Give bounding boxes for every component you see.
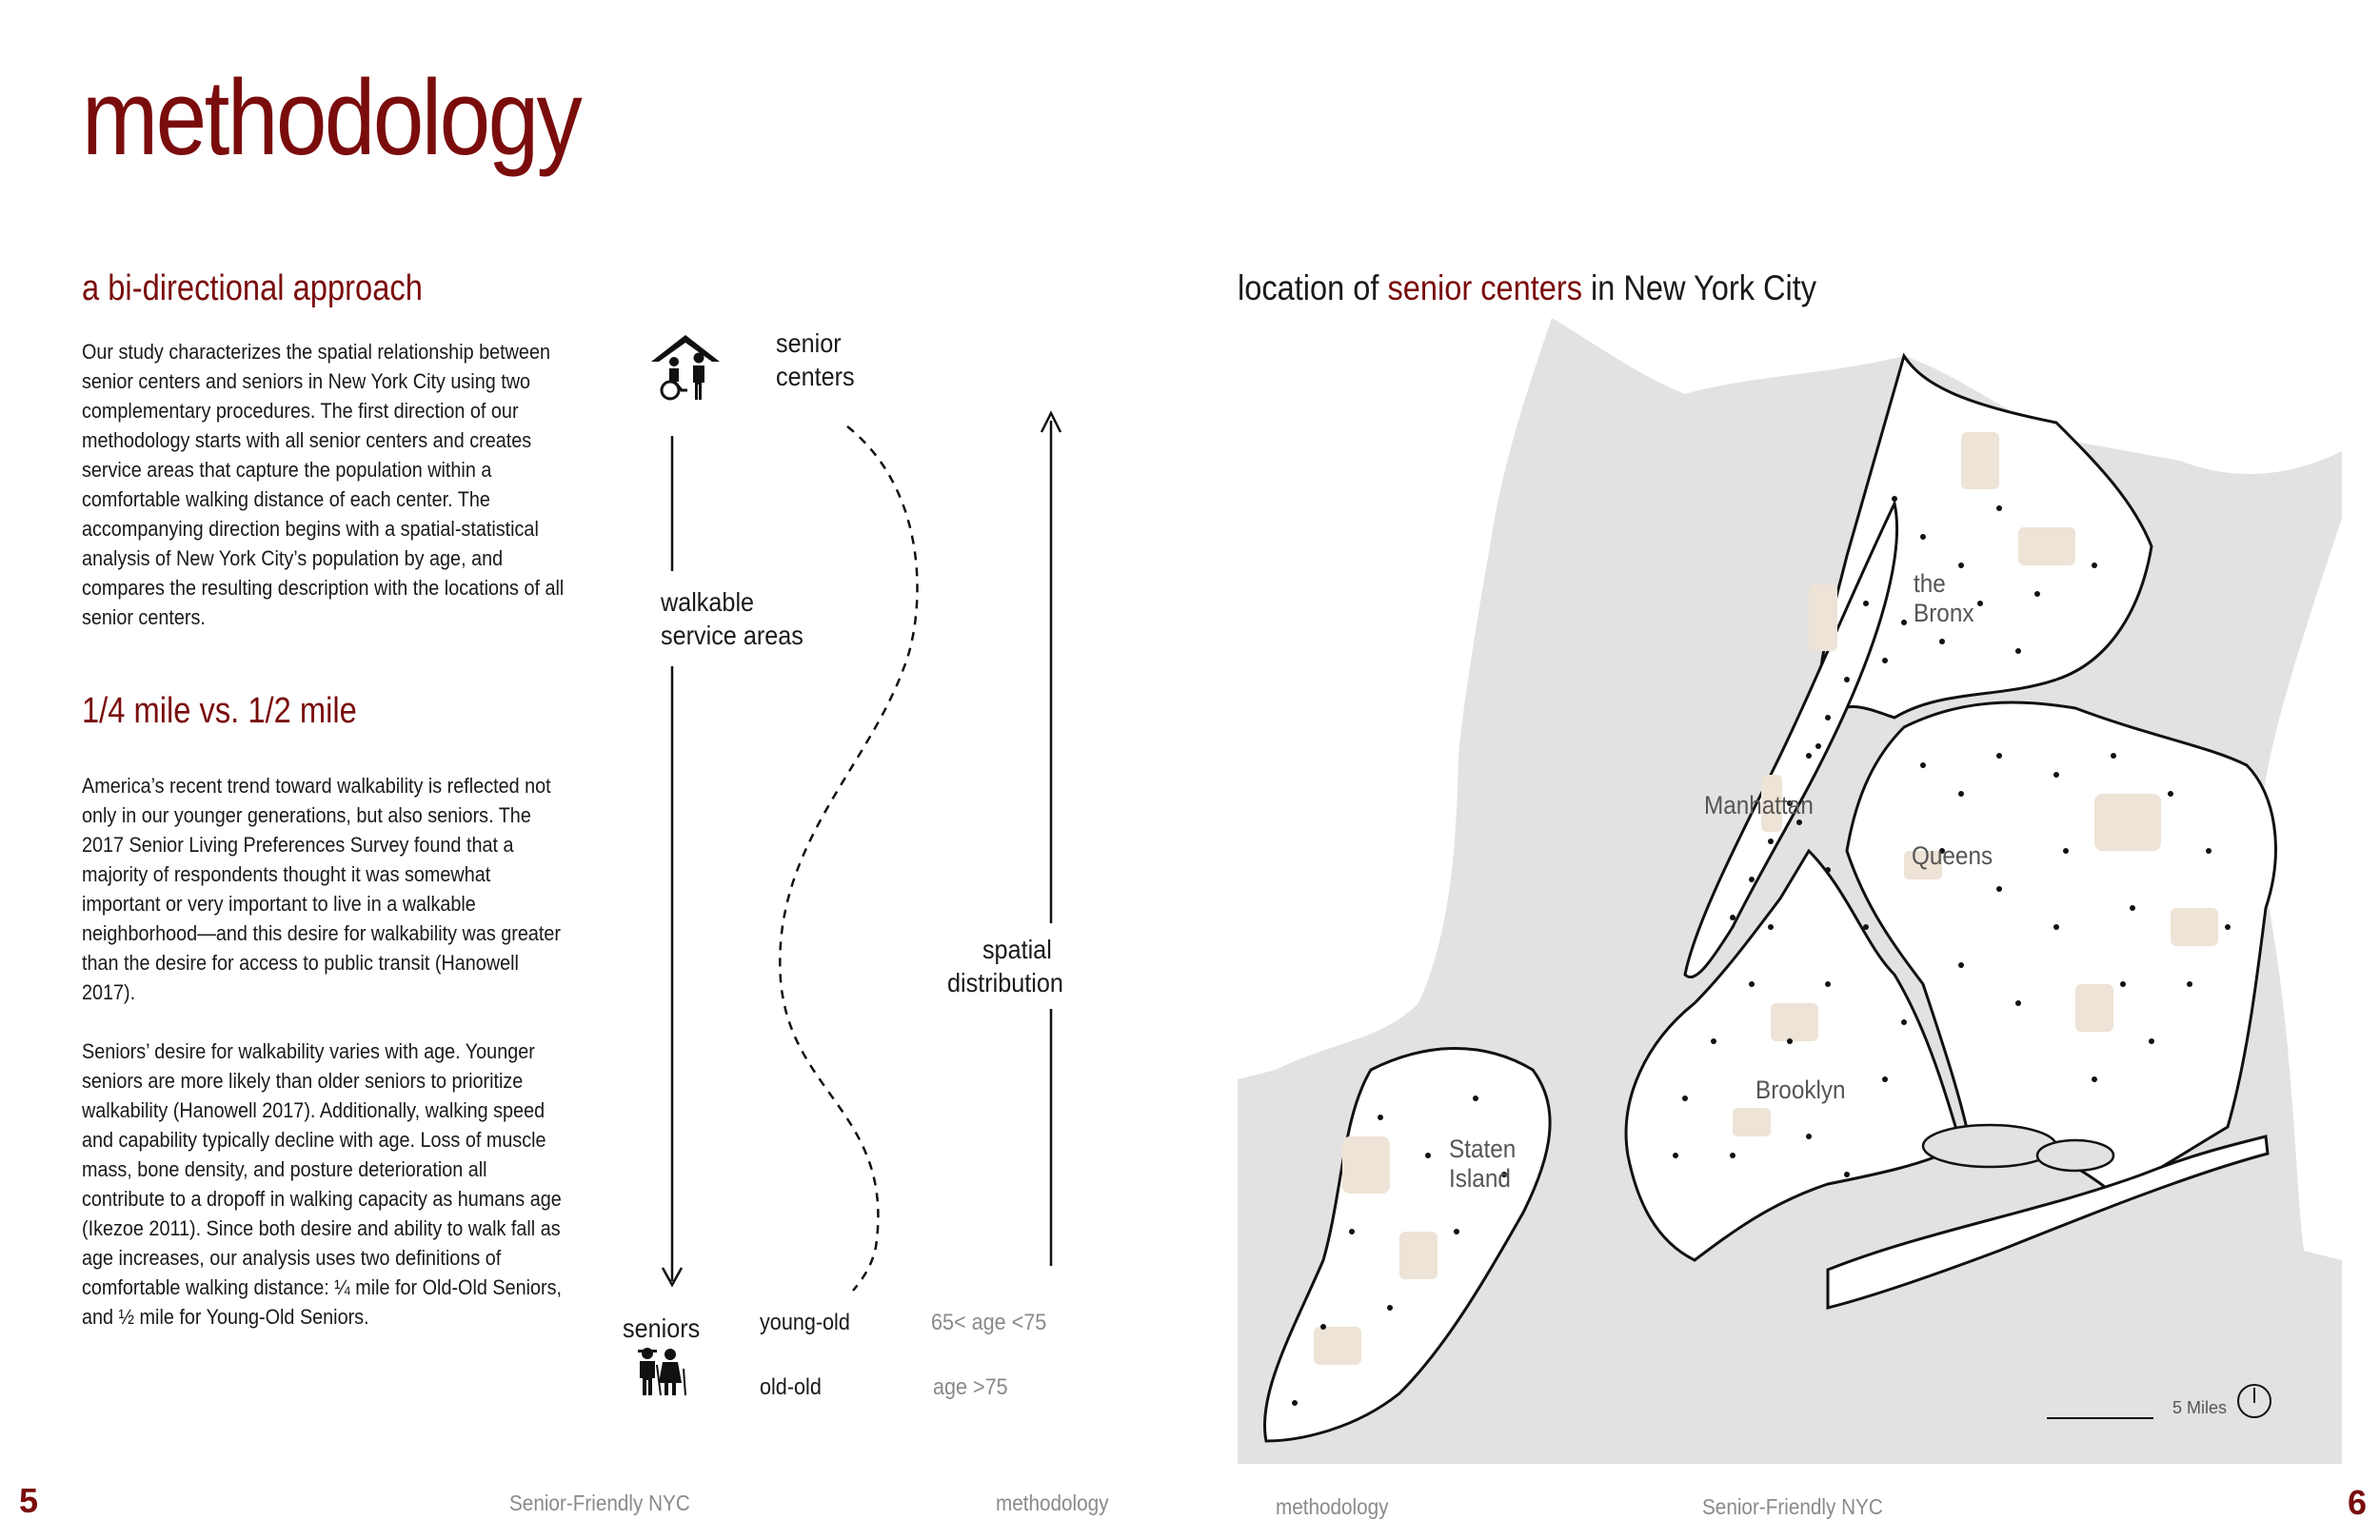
- scale-label: 5 Miles: [2172, 1398, 2228, 1417]
- left-footer-section: methodology: [996, 1491, 1109, 1515]
- label-staten-island: Staten Island: [1449, 1135, 1517, 1193]
- left-footer-publication: Senior-Friendly NYC: [509, 1491, 690, 1515]
- approach-paragraph: Our study characterizes the spatial relationship between senior centers and seniors in New York City using two complementary procedures. The first direction of our methodology starts with all senior centers and creates service areas that capture the population within a comfortable walking distance of each center. The accompanying direction begins with a spatial-statistical analysis of New York City’s population by age, and compares the resulting description with the locations of all senior centers.: [82, 340, 565, 629]
- label-senior-centers: senior centers: [776, 328, 855, 391]
- label-old-old-range: age >75: [933, 1374, 1008, 1400]
- bidirectional-diagram: [609, 314, 1104, 1437]
- label-bronx: the Bronx: [1914, 569, 1974, 627]
- label-old-old: old-old: [760, 1374, 822, 1400]
- distance-paragraph-1: America’s recent trend toward walkability is reflected not only in our younger generations, but also seniors. The 2017 Senior Living Preferences Survey found that a majority of respondents thought it was somewhat important or very important to live in a walkable neighborhood—and this desire for walkability was greater than the desire for access to public transit (Hanowell 2017).: [82, 774, 561, 1004]
- label-young-old: young-old: [760, 1310, 850, 1335]
- label-seniors: seniors: [623, 1313, 701, 1343]
- section-heading-distance: 1/4 mile vs. 1/2 mile: [82, 691, 357, 731]
- map-title: location of senior centers in New York City: [1238, 268, 1817, 307]
- page-title: methodology: [82, 58, 581, 177]
- label-queens: Queens: [1912, 841, 1993, 870]
- label-manhattan: Manhattan: [1704, 791, 1814, 819]
- approach-text: [82, 337, 565, 661]
- right-footer-section: methodology: [1276, 1494, 1389, 1519]
- section-heading-approach: a bi-directional approach: [82, 268, 423, 308]
- senior-center-house-icon: [651, 335, 720, 400]
- label-brooklyn: Brooklyn: [1755, 1076, 1846, 1104]
- elderly-couple-icon: [638, 1348, 685, 1395]
- left-page-number: 5: [19, 1481, 39, 1520]
- dashed-relationship-curve: [780, 426, 917, 1291]
- right-page-number: 6: [2348, 1483, 2368, 1522]
- label-young-old-range: 65< age <75: [931, 1310, 1047, 1335]
- distance-text: [82, 771, 565, 1361]
- label-walkable-service-areas: walkable service areas: [661, 587, 803, 650]
- nyc-map: [1238, 318, 2342, 1464]
- distance-paragraph-2: Seniors’ desire for walkability varies with age. Younger seniors are more likely than older seniors to prioritize walkability (Hanowell 2017). Additionally, walking speed and capability typically decline with age. Loss of muscle mass, bone density, and posture deterioration all contribute to a dropoff in walking capacity as humans age (Ikezoe 2011). Since both desire and ability to walk fall as age increases, our analysis uses two definitions of comfortable walking distance: ¼ mile for Old-Old Seniors, and ½ mile for Young-Old Seniors.: [82, 1039, 563, 1329]
- right-footer-publication: Senior-Friendly NYC: [1702, 1494, 1883, 1519]
- label-spatial-distribution: spatial distribution: [947, 935, 1063, 997]
